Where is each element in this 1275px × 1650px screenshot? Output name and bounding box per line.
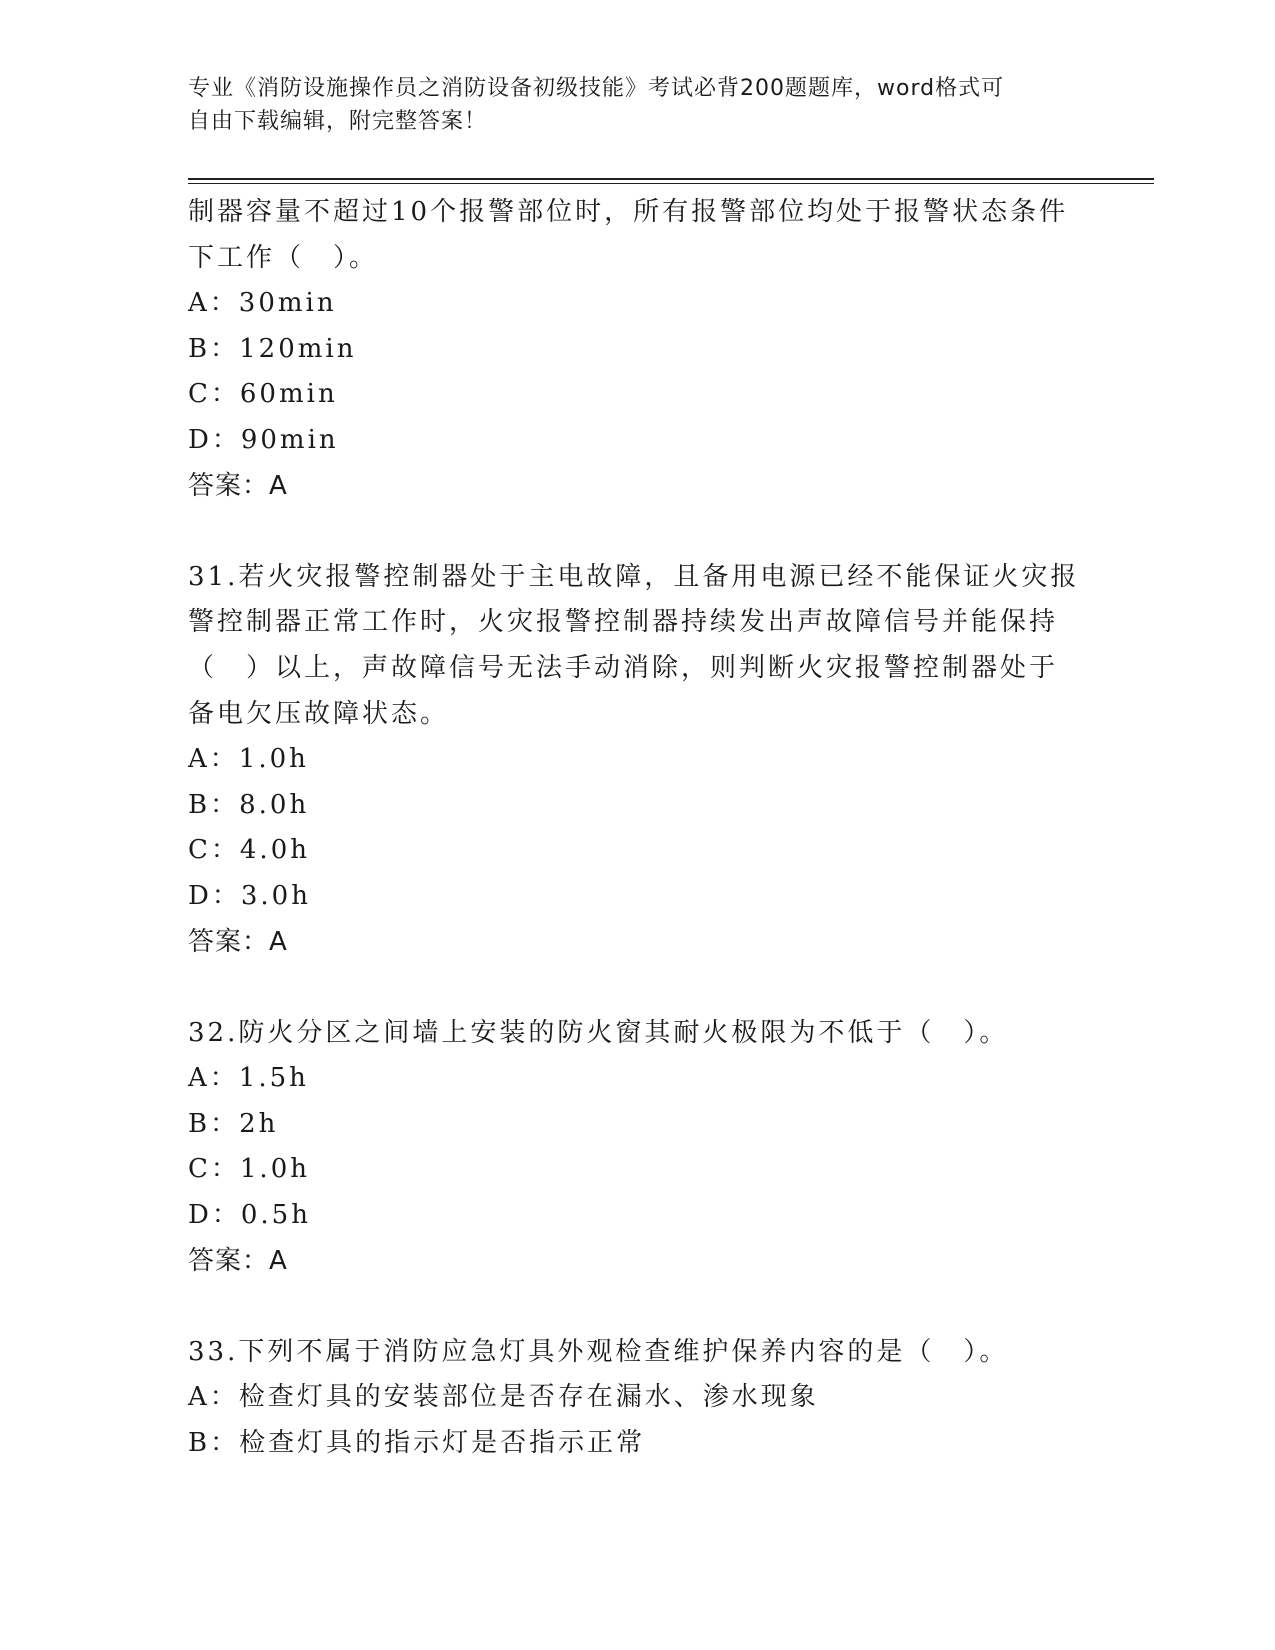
option-c: C：60min: [188, 379, 338, 410]
question-spacer: [188, 1284, 1088, 1330]
question-32: [188, 1011, 1088, 1285]
question-stem-line: 32.防火分区之间墙上安装的防火窗其耐火极限为不低于（ ）。: [188, 1017, 1009, 1048]
question-stem-line: （ ）以上，声故障信号无法手动消除，则判断火灾报警控制器处于: [188, 652, 1059, 683]
question-33: [188, 1330, 1088, 1467]
question-spacer: [188, 965, 1088, 1011]
question-stem-line: 33.下列不属于消防应急灯具外观检查维护保养内容的是（ ）。: [188, 1336, 1009, 1367]
question-spacer: [188, 509, 1088, 555]
header-title-line-2: 自由下载编辑，附完整答案！: [188, 109, 488, 134]
answer-line: 答案：A: [188, 470, 288, 501]
option-b: B：检查灯具的指示灯是否指示正常: [188, 1428, 646, 1459]
option-a: A：30min: [188, 288, 337, 319]
option-d: D：0.5h: [188, 1200, 311, 1231]
option-d: D：3.0h: [188, 880, 311, 911]
option-a: A：1.5h: [188, 1063, 309, 1094]
question-31: [188, 555, 1088, 965]
question-stem-line: 警控制器正常工作时，火灾报警控制器持续发出声故障信号并能保持: [188, 607, 1059, 638]
question-30: [188, 190, 1088, 509]
option-b: B：120min: [188, 333, 357, 364]
header-divider-thick: [188, 178, 1154, 180]
question-stem-line: 下工作（ ）。: [188, 242, 379, 273]
question-list: [188, 190, 1088, 1467]
option-d: D：90min: [188, 424, 339, 455]
option-a: A：检查灯具的安装部位是否存在漏水、渗水现象: [188, 1382, 819, 1413]
question-stem-line: 31.若火灾报警控制器处于主电故障，且备用电源已经不能保证火灾报: [188, 561, 1080, 592]
question-stem-line: 制器容量不超过10个报警部位时，所有报警部位均处于报警状态条件: [188, 197, 1069, 227]
header-title-line-1: 专业《消防设施操作员之消防设备初级技能》考试必背200题题库，word格式可: [188, 76, 1005, 101]
header-divider-thin: [188, 183, 1154, 184]
answer-line: 答案：A: [188, 926, 288, 957]
option-b: B：8.0h: [188, 789, 310, 820]
answer-line: 答案：A: [188, 1245, 288, 1276]
document-header: [188, 72, 1068, 138]
option-c: C：4.0h: [188, 835, 310, 866]
option-a: A：1.0h: [188, 744, 309, 775]
option-c: C：1.0h: [188, 1154, 310, 1185]
option-b: B：2h: [188, 1108, 279, 1139]
question-stem-line: 备电欠压故障状态。: [188, 698, 450, 729]
